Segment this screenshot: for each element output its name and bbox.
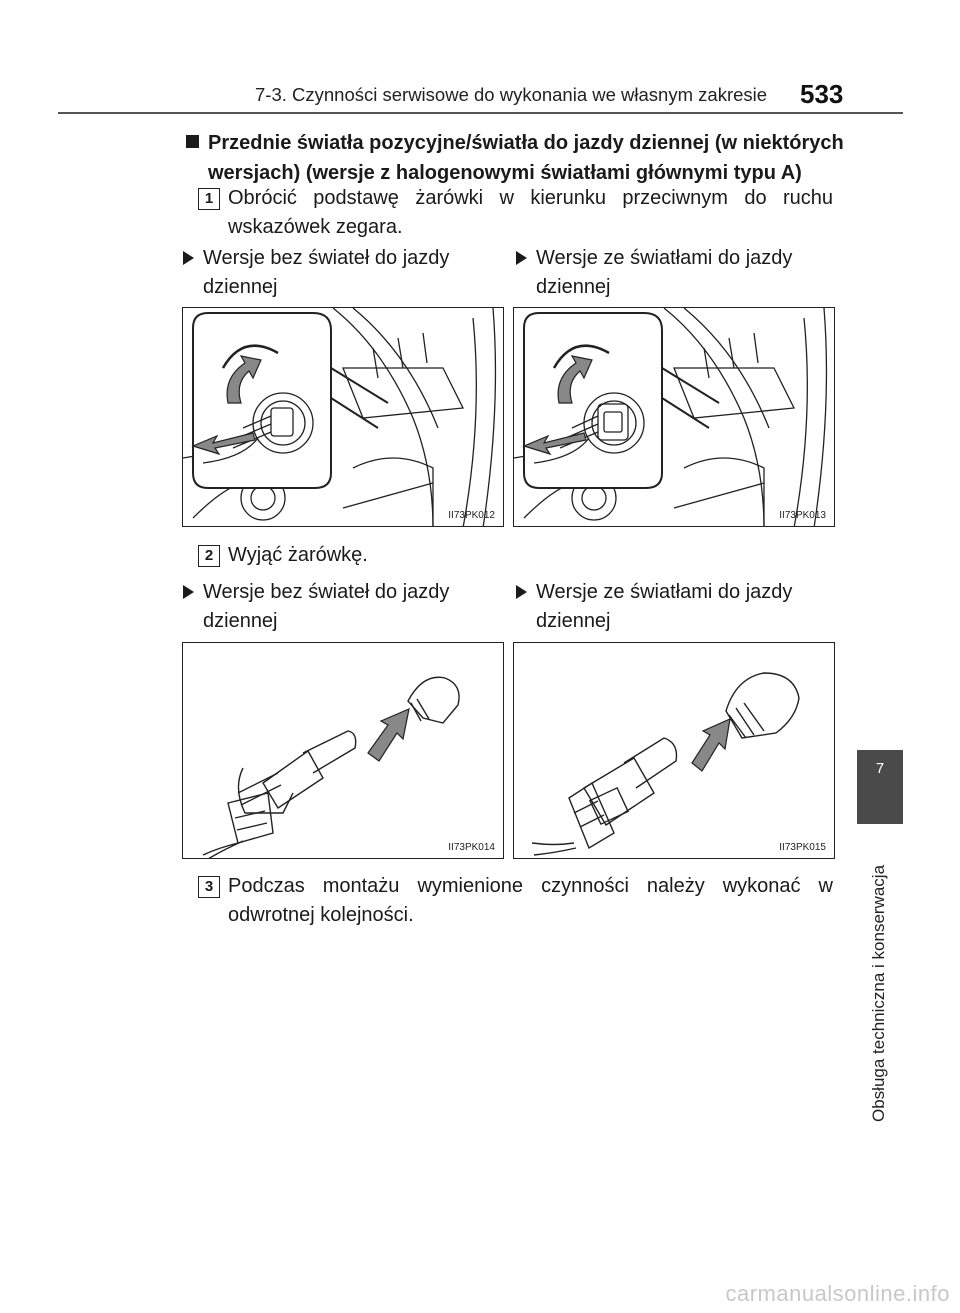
triangle-bullet-icon	[516, 585, 527, 599]
figure-pull-out-bulb-with-drl	[513, 642, 835, 859]
variant-label-step1-right: Wersje ze światłami do jazdy dziennej	[516, 244, 806, 302]
watermark: carmanualsonline.info	[725, 1281, 950, 1306]
triangle-bullet-icon	[516, 251, 527, 265]
variant-label-step1-left: Wersje bez świateł do jazdy dziennej	[183, 244, 473, 302]
chapter-title: 7-3. Czynności serwisowe do wykonania we własnym zakresie	[255, 84, 768, 105]
figure-pull-out-bulb-no-drl	[182, 642, 504, 859]
step-2-text: Wyjąć żarówkę.	[228, 544, 368, 566]
triangle-bullet-icon	[183, 585, 194, 599]
figure-remove-bulb-base-with-drl	[513, 307, 835, 527]
variant-label-step2-right: Wersje ze światłami do jazdy dziennej	[516, 578, 806, 636]
figure-code: II73PK012	[448, 510, 495, 521]
figure-code: II73PK014	[448, 842, 495, 853]
variant-label-step2-left: Wersje bez świateł do jazdy dziennej	[183, 578, 473, 636]
step-number-2: 2	[198, 545, 220, 567]
step-number-3: 3	[198, 876, 220, 898]
chapter-tab-number: 7	[857, 750, 903, 824]
square-bullet-icon	[186, 135, 199, 148]
header-divider	[58, 112, 903, 114]
figure-code: II73PK013	[779, 510, 826, 521]
section-title: Przednie światła pozycyjne/światła do jazdy dziennej (w niektórych wersjach) (wersje z halogenowymi światłami głównymi typu A)	[186, 128, 846, 188]
headlight-rear-illustration	[183, 308, 504, 527]
triangle-bullet-icon	[183, 251, 194, 265]
step-number-1: 1	[198, 188, 220, 210]
bulb-socket-illustration	[183, 643, 504, 859]
step-1-text: Obrócić podstawę żarówki w kierunku przeciwnym do ruchu wskazówek zegara.	[228, 187, 833, 238]
headlight-rear-illustration	[514, 308, 835, 527]
bulb-socket-illustration	[514, 643, 835, 859]
step-3-text: Podczas montażu wymienione czynności należy wykonać w odwrotnej kolejności.	[228, 875, 833, 926]
page-number: 533	[800, 79, 844, 109]
figure-code: II73PK015	[779, 842, 826, 853]
figure-remove-bulb-base-no-drl	[182, 307, 504, 527]
chapter-tab-label: Obsługa techniczna i konserwacja	[869, 864, 888, 1122]
